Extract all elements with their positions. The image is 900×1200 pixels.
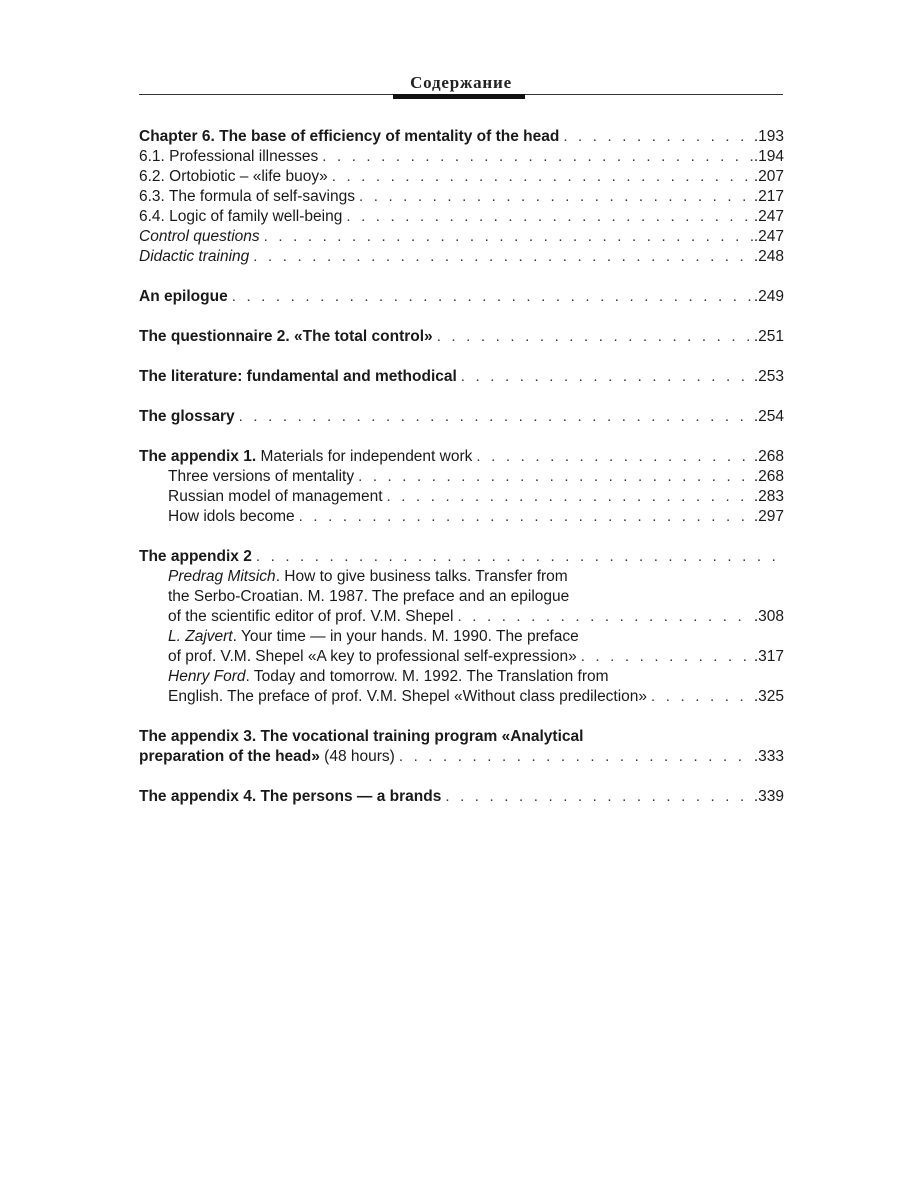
author-name: Predrag Mitsich — [168, 568, 276, 585]
toc-entry-6-3 — [139, 187, 784, 207]
toc-entry-title: 6.4. Logic of family well-being — [139, 208, 343, 225]
dot-leader — [253, 247, 753, 267]
dot-leader — [399, 747, 753, 767]
author-name: L. Zajvert — [168, 628, 233, 645]
toc-page-number: .217 — [753, 188, 784, 205]
dot-leader — [346, 207, 753, 227]
dot-leader — [387, 487, 753, 507]
dot-leader — [461, 367, 753, 387]
toc-page-number: .283 — [753, 488, 784, 505]
dot-leader — [299, 507, 753, 527]
toc-entry-how-idols-become — [139, 507, 784, 527]
header-title: Содержание — [410, 73, 512, 92]
toc-entry-title-rest: (48 hours) — [319, 748, 395, 765]
dot-leader — [445, 787, 753, 807]
toc-entry-title: English. The preface of prof. V.M. Shepel «Without class predilection» — [168, 688, 648, 705]
dot-leader — [322, 147, 753, 167]
toc-page-number: .249 — [753, 288, 784, 305]
toc-page-number: .308 — [753, 608, 784, 625]
dot-leader — [457, 607, 752, 627]
toc-entry-title: The appendix 3. The vocational training program «Analytical — [139, 728, 584, 745]
toc-entry-appendix-1 — [139, 447, 784, 467]
toc-entry-title: 6.3. The formula of self-savings — [139, 188, 355, 205]
running-header — [139, 70, 783, 102]
toc-page-number: .268 — [753, 468, 784, 485]
toc-entry-russian-model — [139, 487, 784, 507]
toc-entry-questionnaire-2 — [139, 327, 784, 347]
toc-entry-6-2 — [139, 167, 784, 187]
toc-entry-text: . Today and tomorrow. M. 1992. The Translation from — [245, 668, 609, 685]
toc-page-number: .253 — [753, 368, 784, 385]
toc-entry-three-versions — [139, 467, 784, 487]
toc-entry-title: Chapter 6. The base of efficiency of mentality of the head — [139, 128, 560, 145]
toc-entry-title-bold: The appendix 1. — [139, 448, 257, 465]
toc-page-number: .247 — [753, 228, 784, 245]
toc-page-number: .207 — [753, 168, 784, 185]
dot-leader — [264, 227, 753, 247]
toc-entry-appendix-2 — [139, 547, 784, 567]
toc-entry-title: of prof. V.M. Shepel «A key to professional self-expression» — [168, 648, 577, 665]
toc-entry-title: The appendix 2 — [139, 548, 252, 565]
toc-entry-didactic-training — [139, 247, 784, 267]
toc-entry-title: The glossary — [139, 408, 235, 425]
toc-entry-title: 6.1. Professional illnesses — [139, 148, 319, 165]
toc-entry-mitsich-line-2: the Serbo-Croatian. M. 1987. The preface and an epilogue — [168, 588, 570, 605]
toc-page-number: .317 — [753, 648, 784, 665]
toc-entry-6-1 — [139, 147, 784, 167]
toc-entry-title: Russian model of management — [168, 488, 383, 505]
author-name: Henry Ford — [168, 668, 246, 685]
toc-entry-glossary — [139, 407, 784, 427]
toc-entry-text: . How to give business talks. Transfer from — [275, 568, 568, 585]
toc-entry-zajvert-line-2 — [139, 647, 784, 667]
dot-leader — [563, 127, 753, 147]
toc-entry-control-questions — [139, 227, 784, 247]
toc-page-number: .247 — [753, 208, 784, 225]
toc-entry-appendix-4 — [139, 787, 784, 807]
toc-entry-title — [139, 447, 472, 467]
toc-page-number: .194 — [753, 148, 784, 165]
toc-entry-appendix-3-line-2 — [139, 747, 784, 767]
toc-entry-mitsich-line-1 — [139, 567, 784, 587]
toc-entry-title: Control questions — [139, 228, 260, 245]
toc-entry-ford-line-1 — [139, 667, 784, 687]
dot-leader — [256, 547, 784, 567]
header-bar — [393, 94, 525, 99]
dot-leader — [239, 407, 753, 427]
toc-entry-mitsich-line-3 — [139, 607, 784, 627]
toc-entry-title — [139, 747, 395, 767]
toc-page-number: .325 — [753, 688, 784, 705]
toc-entry-text: . Your time — in your hands. M. 1990. The preface — [232, 628, 579, 645]
toc-entry-title: An epilogue — [139, 288, 228, 305]
toc-entry-title: The appendix 4. The persons — a brands — [139, 788, 442, 805]
dot-leader — [476, 447, 752, 467]
dot-leader — [581, 647, 753, 667]
toc-entry-epilogue — [139, 287, 784, 307]
toc-entry-title: How idols become — [168, 508, 295, 525]
toc-entry-zajvert-line-1 — [139, 627, 784, 647]
toc-entry-title-rest: Materials for independent work — [256, 448, 473, 465]
table-of-contents — [139, 127, 784, 807]
toc-entry-title: The questionnaire 2. «The total control» — [139, 328, 433, 345]
toc-entry-6-4 — [139, 207, 784, 227]
toc-page-number: .333 — [753, 748, 784, 765]
toc-entry-literature — [139, 367, 784, 387]
toc-page-number: .268 — [753, 448, 784, 465]
toc-entry-title: The literature: fundamental and methodical — [139, 368, 457, 385]
dot-leader — [437, 327, 753, 347]
dot-leader — [651, 687, 753, 707]
toc-page-number: .193 — [753, 128, 784, 145]
dot-leader — [358, 467, 753, 487]
dot-leader — [232, 287, 753, 307]
toc-entry-chapter-6 — [139, 127, 784, 147]
dot-leader — [332, 167, 753, 187]
toc-page-number: .297 — [753, 508, 784, 525]
toc-page-number: .248 — [753, 248, 784, 265]
toc-page-number: .251 — [753, 328, 784, 345]
toc-entry-title: 6.2. Ortobiotic – «life buoy» — [139, 168, 328, 185]
toc-entry-ford-line-2 — [139, 687, 784, 707]
toc-page-number: .254 — [753, 408, 784, 425]
toc-entry-appendix-3-line-1 — [139, 727, 784, 747]
toc-entry-title-bold: preparation of the head» — [139, 748, 320, 765]
dot-leader — [359, 187, 753, 207]
toc-entry-title: Three versions of mentality — [168, 468, 355, 485]
toc-entry-title: of the scientific editor of prof. V.M. Shepel — [168, 608, 454, 625]
toc-page-number: .339 — [753, 788, 784, 805]
toc-entry-title: Didactic training — [139, 248, 250, 265]
